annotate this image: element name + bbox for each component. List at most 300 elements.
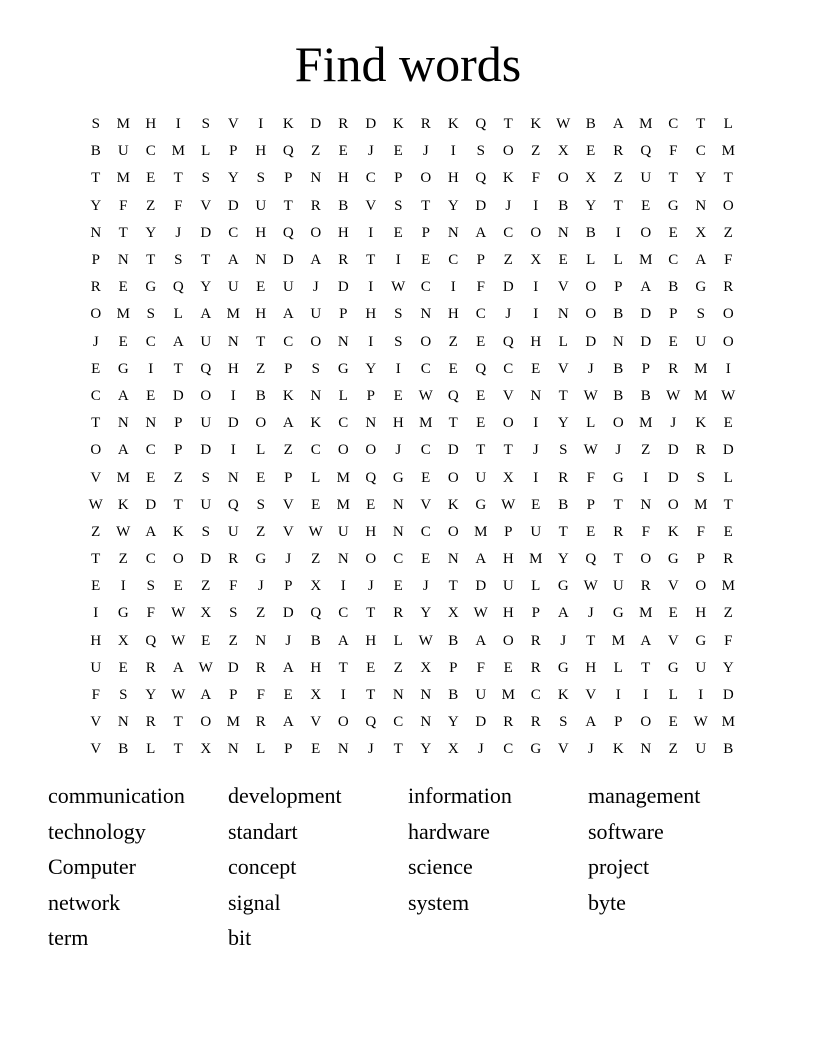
grid-cell[interactable]: M bbox=[721, 578, 735, 595]
grid-cell[interactable]: N bbox=[557, 224, 569, 241]
grid-cell[interactable]: V bbox=[557, 360, 569, 377]
grid-cell[interactable]: I bbox=[450, 143, 456, 160]
grid-cell[interactable]: Q bbox=[447, 387, 459, 404]
grid-cell[interactable]: H bbox=[392, 415, 404, 432]
grid-cell[interactable]: C bbox=[145, 143, 156, 160]
grid-cell[interactable]: I bbox=[368, 224, 374, 241]
grid-cell[interactable]: O bbox=[502, 143, 514, 160]
grid-cell[interactable]: F bbox=[641, 523, 650, 540]
grid-cell[interactable]: I bbox=[368, 333, 374, 350]
grid-cell[interactable]: U bbox=[200, 333, 212, 350]
grid-cell[interactable]: D bbox=[200, 224, 212, 241]
grid-cell[interactable]: G bbox=[530, 741, 542, 758]
grid-cell[interactable]: O bbox=[612, 415, 624, 432]
grid-cell[interactable]: L bbox=[586, 415, 596, 432]
grid-cell[interactable]: L bbox=[256, 741, 266, 758]
grid-cell[interactable]: J bbox=[422, 143, 429, 160]
grid-cell[interactable]: F bbox=[146, 605, 155, 622]
grid-cell[interactable]: D bbox=[365, 116, 377, 133]
grid-cell[interactable]: S bbox=[91, 116, 100, 133]
grid-cell[interactable]: Y bbox=[695, 170, 707, 187]
grid-cell[interactable]: A bbox=[695, 252, 707, 269]
grid-cell[interactable]: K bbox=[392, 116, 404, 133]
grid-cell[interactable]: O bbox=[722, 306, 734, 323]
grid-cell[interactable]: K bbox=[282, 116, 294, 133]
grid-cell[interactable]: J bbox=[615, 442, 622, 459]
grid-cell[interactable]: E bbox=[311, 496, 321, 513]
grid-cell[interactable]: J bbox=[670, 415, 677, 432]
grid-cell[interactable]: M bbox=[639, 116, 653, 133]
grid-cell[interactable]: T bbox=[256, 333, 266, 350]
grid-cell[interactable]: G bbox=[695, 632, 707, 649]
grid-cell[interactable]: I bbox=[120, 578, 126, 595]
grid-cell[interactable]: H bbox=[90, 632, 102, 649]
grid-cell[interactable]: R bbox=[723, 551, 734, 568]
grid-cell[interactable]: U bbox=[117, 143, 129, 160]
grid-cell[interactable]: T bbox=[613, 197, 623, 214]
grid-cell[interactable]: X bbox=[420, 659, 432, 676]
grid-cell[interactable]: P bbox=[641, 360, 650, 377]
grid-cell[interactable]: H bbox=[337, 224, 349, 241]
grid-cell[interactable]: C bbox=[503, 741, 514, 758]
grid-cell[interactable]: T bbox=[366, 605, 376, 622]
grid-cell[interactable]: C bbox=[668, 116, 679, 133]
grid-cell[interactable]: T bbox=[91, 415, 101, 432]
grid-cell[interactable]: I bbox=[340, 578, 346, 595]
grid-cell[interactable]: M bbox=[336, 496, 350, 513]
grid-cell[interactable]: D bbox=[310, 116, 322, 133]
grid-cell[interactable]: E bbox=[476, 415, 486, 432]
grid-cell[interactable]: S bbox=[201, 523, 210, 540]
grid-cell[interactable]: Y bbox=[365, 360, 377, 377]
grid-cell[interactable]: B bbox=[255, 387, 266, 404]
grid-cell[interactable]: F bbox=[586, 469, 595, 486]
grid-cell[interactable]: Y bbox=[90, 197, 102, 214]
grid-cell[interactable]: K bbox=[667, 523, 679, 540]
grid-cell[interactable]: M bbox=[694, 360, 708, 377]
grid-cell[interactable]: O bbox=[255, 415, 267, 432]
grid-cell[interactable]: R bbox=[695, 442, 706, 459]
grid-cell[interactable]: O bbox=[337, 442, 349, 459]
grid-cell[interactable]: T bbox=[448, 415, 458, 432]
grid-cell[interactable]: T bbox=[558, 387, 568, 404]
grid-cell[interactable]: T bbox=[723, 496, 733, 513]
grid-cell[interactable]: H bbox=[227, 360, 239, 377]
grid-cell[interactable]: E bbox=[668, 605, 678, 622]
grid-cell[interactable]: C bbox=[695, 143, 706, 160]
grid-cell[interactable]: N bbox=[392, 523, 404, 540]
grid-cell[interactable]: E bbox=[201, 632, 211, 649]
grid-cell[interactable]: V bbox=[667, 578, 679, 595]
grid-cell[interactable]: W bbox=[171, 687, 186, 704]
grid-cell[interactable]: J bbox=[422, 578, 429, 595]
grid-cell[interactable]: Z bbox=[256, 360, 266, 377]
grid-cell[interactable]: P bbox=[91, 252, 100, 269]
grid-cell[interactable]: E bbox=[146, 469, 156, 486]
grid-cell[interactable]: P bbox=[284, 170, 293, 187]
grid-cell[interactable]: Y bbox=[447, 714, 459, 731]
grid-cell[interactable]: P bbox=[421, 224, 430, 241]
grid-cell[interactable]: H bbox=[255, 306, 267, 323]
grid-cell[interactable]: O bbox=[310, 224, 322, 241]
grid-cell[interactable]: U bbox=[227, 523, 239, 540]
grid-cell[interactable]: Z bbox=[173, 469, 183, 486]
grid-cell[interactable]: B bbox=[585, 224, 596, 241]
grid-cell[interactable]: B bbox=[640, 387, 651, 404]
grid-cell[interactable]: V bbox=[310, 714, 322, 731]
grid-cell[interactable]: T bbox=[146, 252, 156, 269]
grid-cell[interactable]: B bbox=[90, 143, 101, 160]
grid-cell[interactable]: F bbox=[476, 659, 485, 676]
grid-cell[interactable]: T bbox=[668, 170, 678, 187]
grid-cell[interactable]: J bbox=[175, 224, 182, 241]
grid-cell[interactable]: T bbox=[173, 741, 183, 758]
grid-cell[interactable]: Q bbox=[282, 143, 294, 160]
grid-cell[interactable]: Z bbox=[201, 578, 211, 595]
grid-cell[interactable]: B bbox=[448, 687, 459, 704]
grid-cell[interactable]: K bbox=[117, 496, 129, 513]
grid-cell[interactable]: O bbox=[640, 224, 652, 241]
grid-cell[interactable]: M bbox=[226, 306, 240, 323]
grid-cell[interactable]: O bbox=[502, 415, 514, 432]
grid-cell[interactable]: N bbox=[392, 687, 404, 704]
grid-cell[interactable]: Z bbox=[723, 605, 733, 622]
grid-cell[interactable]: Q bbox=[502, 333, 514, 350]
grid-cell[interactable]: T bbox=[173, 360, 183, 377]
grid-cell[interactable]: R bbox=[558, 469, 569, 486]
grid-cell[interactable]: I bbox=[698, 687, 704, 704]
grid-cell[interactable]: G bbox=[392, 469, 404, 486]
grid-cell[interactable]: B bbox=[668, 279, 679, 296]
grid-cell[interactable]: M bbox=[639, 605, 653, 622]
grid-cell[interactable]: N bbox=[557, 306, 569, 323]
grid-cell[interactable]: O bbox=[447, 523, 459, 540]
grid-cell[interactable]: W bbox=[171, 605, 186, 622]
grid-cell[interactable]: H bbox=[502, 551, 514, 568]
grid-cell[interactable]: T bbox=[118, 224, 128, 241]
grid-cell[interactable]: C bbox=[393, 551, 404, 568]
grid-cell[interactable]: C bbox=[503, 224, 514, 241]
grid-cell[interactable]: A bbox=[282, 714, 294, 731]
grid-cell[interactable]: E bbox=[668, 224, 678, 241]
grid-cell[interactable]: L bbox=[723, 469, 733, 486]
grid-cell[interactable]: I bbox=[533, 469, 539, 486]
grid-cell[interactable]: Z bbox=[228, 632, 238, 649]
grid-cell[interactable]: G bbox=[667, 551, 679, 568]
grid-cell[interactable]: P bbox=[394, 170, 403, 187]
grid-cell[interactable]: U bbox=[695, 741, 707, 758]
grid-cell[interactable]: Z bbox=[641, 442, 651, 459]
grid-cell[interactable]: V bbox=[420, 496, 432, 513]
grid-cell[interactable]: F bbox=[119, 197, 128, 214]
grid-cell[interactable]: Z bbox=[448, 333, 458, 350]
grid-cell[interactable]: G bbox=[695, 279, 707, 296]
grid-cell[interactable]: O bbox=[557, 170, 569, 187]
grid-cell[interactable]: Y bbox=[585, 197, 597, 214]
grid-cell[interactable]: T bbox=[558, 523, 568, 540]
grid-cell[interactable]: E bbox=[448, 360, 458, 377]
grid-cell[interactable]: T bbox=[201, 252, 211, 269]
grid-cell[interactable]: J bbox=[532, 442, 539, 459]
grid-cell[interactable]: B bbox=[338, 197, 349, 214]
grid-cell[interactable]: F bbox=[724, 632, 733, 649]
grid-cell[interactable]: P bbox=[284, 360, 293, 377]
grid-cell[interactable]: R bbox=[723, 279, 734, 296]
grid-cell[interactable]: I bbox=[93, 605, 99, 622]
grid-cell[interactable]: Z bbox=[256, 523, 266, 540]
grid-cell[interactable]: S bbox=[696, 306, 705, 323]
grid-cell[interactable]: G bbox=[612, 469, 624, 486]
grid-cell[interactable]: Z bbox=[723, 224, 733, 241]
grid-cell[interactable]: D bbox=[475, 197, 487, 214]
grid-cell[interactable]: E bbox=[256, 279, 266, 296]
grid-cell[interactable]: O bbox=[502, 632, 514, 649]
grid-cell[interactable]: S bbox=[201, 116, 210, 133]
grid-cell[interactable]: Z bbox=[503, 252, 513, 269]
grid-cell[interactable]: F bbox=[174, 197, 183, 214]
grid-cell[interactable]: S bbox=[311, 360, 320, 377]
grid-cell[interactable]: C bbox=[503, 360, 514, 377]
grid-cell[interactable]: N bbox=[117, 252, 129, 269]
grid-cell[interactable]: S bbox=[559, 442, 568, 459]
grid-cell[interactable]: W bbox=[418, 632, 433, 649]
grid-cell[interactable]: D bbox=[447, 442, 459, 459]
grid-cell[interactable]: K bbox=[502, 170, 514, 187]
grid-cell[interactable]: A bbox=[337, 632, 349, 649]
grid-cell[interactable]: E bbox=[146, 387, 156, 404]
grid-cell[interactable]: R bbox=[255, 714, 266, 731]
grid-cell[interactable]: X bbox=[200, 741, 212, 758]
grid-cell[interactable]: O bbox=[667, 496, 679, 513]
grid-cell[interactable]: J bbox=[505, 197, 512, 214]
grid-cell[interactable]: A bbox=[310, 252, 322, 269]
grid-cell[interactable]: D bbox=[722, 442, 734, 459]
grid-cell[interactable]: R bbox=[503, 714, 514, 731]
grid-cell[interactable]: M bbox=[226, 714, 240, 731]
grid-cell[interactable]: J bbox=[505, 306, 512, 323]
grid-cell[interactable]: X bbox=[310, 578, 322, 595]
grid-cell[interactable]: R bbox=[338, 116, 349, 133]
grid-cell[interactable]: P bbox=[366, 387, 375, 404]
grid-cell[interactable]: L bbox=[201, 143, 211, 160]
grid-cell[interactable]: N bbox=[117, 714, 129, 731]
grid-cell[interactable]: O bbox=[200, 387, 212, 404]
grid-cell[interactable]: U bbox=[640, 170, 652, 187]
grid-cell[interactable]: I bbox=[340, 687, 346, 704]
grid-cell[interactable]: E bbox=[421, 551, 431, 568]
grid-cell[interactable]: P bbox=[284, 469, 293, 486]
grid-cell[interactable]: T bbox=[393, 741, 403, 758]
grid-cell[interactable]: E bbox=[668, 714, 678, 731]
grid-cell[interactable]: E bbox=[173, 578, 183, 595]
grid-cell[interactable]: C bbox=[393, 714, 404, 731]
grid-cell[interactable]: I bbox=[643, 469, 649, 486]
grid-cell[interactable]: V bbox=[227, 116, 239, 133]
grid-cell[interactable]: S bbox=[229, 605, 238, 622]
grid-cell[interactable]: P bbox=[339, 306, 348, 323]
grid-cell[interactable]: S bbox=[119, 687, 128, 704]
grid-cell[interactable]: M bbox=[721, 714, 735, 731]
grid-cell[interactable]: E bbox=[118, 333, 128, 350]
grid-cell[interactable]: S bbox=[201, 469, 210, 486]
grid-cell[interactable]: Q bbox=[365, 714, 377, 731]
grid-cell[interactable]: P bbox=[449, 659, 458, 676]
grid-cell[interactable]: B bbox=[558, 496, 569, 513]
grid-cell[interactable]: S bbox=[394, 306, 403, 323]
grid-cell[interactable]: O bbox=[530, 224, 542, 241]
grid-cell[interactable]: R bbox=[310, 197, 321, 214]
grid-cell[interactable]: P bbox=[531, 605, 540, 622]
grid-cell[interactable]: C bbox=[283, 333, 294, 350]
grid-cell[interactable]: T bbox=[366, 252, 376, 269]
grid-cell[interactable]: O bbox=[365, 442, 377, 459]
grid-cell[interactable]: P bbox=[284, 741, 293, 758]
grid-cell[interactable]: S bbox=[146, 578, 155, 595]
grid-cell[interactable]: U bbox=[530, 523, 542, 540]
grid-cell[interactable]: C bbox=[145, 333, 156, 350]
grid-cell[interactable]: O bbox=[722, 197, 734, 214]
grid-cell[interactable]: E bbox=[503, 659, 513, 676]
grid-cell[interactable]: D bbox=[722, 687, 734, 704]
grid-cell[interactable]: I bbox=[395, 252, 401, 269]
grid-cell[interactable]: P bbox=[614, 714, 623, 731]
grid-cell[interactable]: R bbox=[393, 605, 404, 622]
grid-cell[interactable]: C bbox=[420, 442, 431, 459]
grid-cell[interactable]: W bbox=[583, 387, 598, 404]
grid-cell[interactable]: P bbox=[614, 279, 623, 296]
grid-cell[interactable]: Q bbox=[475, 170, 487, 187]
grid-cell[interactable]: J bbox=[367, 578, 374, 595]
grid-cell[interactable]: Y bbox=[557, 551, 569, 568]
grid-cell[interactable]: T bbox=[476, 442, 486, 459]
grid-cell[interactable]: Q bbox=[172, 279, 184, 296]
grid-cell[interactable]: Y bbox=[557, 415, 569, 432]
grid-cell[interactable]: N bbox=[310, 387, 322, 404]
grid-cell[interactable]: B bbox=[310, 632, 321, 649]
grid-cell[interactable]: X bbox=[585, 170, 597, 187]
grid-cell[interactable]: D bbox=[282, 252, 294, 269]
grid-cell[interactable]: F bbox=[476, 279, 485, 296]
grid-cell[interactable]: W bbox=[88, 496, 103, 513]
grid-cell[interactable]: W bbox=[198, 659, 213, 676]
grid-cell[interactable]: O bbox=[640, 551, 652, 568]
grid-cell[interactable]: G bbox=[667, 197, 679, 214]
grid-cell[interactable]: P bbox=[586, 496, 595, 513]
grid-cell[interactable]: S bbox=[696, 469, 705, 486]
grid-cell[interactable]: W bbox=[693, 714, 708, 731]
grid-cell[interactable]: B bbox=[558, 197, 569, 214]
grid-cell[interactable]: L bbox=[393, 632, 403, 649]
grid-cell[interactable]: E bbox=[311, 741, 321, 758]
grid-cell[interactable]: E bbox=[393, 143, 403, 160]
grid-cell[interactable]: C bbox=[420, 523, 431, 540]
grid-cell[interactable]: B bbox=[613, 360, 624, 377]
grid-cell[interactable]: U bbox=[282, 279, 294, 296]
grid-cell[interactable]: T bbox=[173, 170, 183, 187]
grid-cell[interactable]: G bbox=[667, 659, 679, 676]
grid-cell[interactable]: H bbox=[502, 605, 514, 622]
grid-cell[interactable]: G bbox=[255, 551, 267, 568]
grid-cell[interactable]: W bbox=[116, 523, 131, 540]
grid-cell[interactable]: C bbox=[338, 415, 349, 432]
grid-cell[interactable]: Q bbox=[310, 605, 322, 622]
grid-cell[interactable]: X bbox=[117, 632, 129, 649]
grid-cell[interactable]: U bbox=[337, 523, 349, 540]
grid-cell[interactable]: E bbox=[558, 252, 568, 269]
grid-cell[interactable]: T bbox=[723, 170, 733, 187]
grid-cell[interactable]: E bbox=[393, 387, 403, 404]
grid-cell[interactable]: M bbox=[529, 551, 543, 568]
grid-cell[interactable]: I bbox=[258, 116, 264, 133]
grid-cell[interactable]: R bbox=[613, 143, 624, 160]
grid-cell[interactable]: S bbox=[256, 496, 265, 513]
grid-cell[interactable]: M bbox=[116, 116, 130, 133]
grid-cell[interactable]: R bbox=[530, 632, 541, 649]
grid-cell[interactable]: D bbox=[227, 415, 239, 432]
grid-cell[interactable]: J bbox=[395, 442, 402, 459]
grid-cell[interactable]: L bbox=[668, 687, 678, 704]
grid-cell[interactable]: E bbox=[586, 143, 596, 160]
grid-cell[interactable]: E bbox=[393, 578, 403, 595]
grid-cell[interactable]: V bbox=[365, 197, 377, 214]
grid-cell[interactable]: A bbox=[612, 116, 624, 133]
grid-cell[interactable]: A bbox=[145, 523, 157, 540]
grid-cell[interactable]: W bbox=[473, 605, 488, 622]
grid-cell[interactable]: R bbox=[90, 279, 101, 296]
grid-cell[interactable]: P bbox=[669, 306, 678, 323]
grid-cell[interactable]: D bbox=[667, 442, 679, 459]
grid-cell[interactable]: D bbox=[200, 551, 212, 568]
grid-cell[interactable]: H bbox=[585, 659, 597, 676]
grid-cell[interactable]: N bbox=[145, 415, 157, 432]
grid-cell[interactable]: X bbox=[695, 224, 707, 241]
grid-cell[interactable]: R bbox=[145, 714, 156, 731]
grid-cell[interactable]: B bbox=[613, 306, 624, 323]
grid-cell[interactable]: T bbox=[366, 687, 376, 704]
grid-cell[interactable]: E bbox=[476, 333, 486, 350]
grid-cell[interactable]: O bbox=[90, 442, 102, 459]
grid-cell[interactable]: T bbox=[421, 197, 431, 214]
grid-cell[interactable]: Z bbox=[613, 170, 623, 187]
grid-cell[interactable]: I bbox=[533, 279, 539, 296]
grid-cell[interactable]: L bbox=[558, 333, 568, 350]
grid-cell[interactable]: N bbox=[255, 252, 267, 269]
grid-cell[interactable]: N bbox=[227, 469, 239, 486]
grid-cell[interactable]: V bbox=[200, 197, 212, 214]
grid-cell[interactable]: B bbox=[585, 116, 596, 133]
grid-cell[interactable]: U bbox=[695, 659, 707, 676]
grid-cell[interactable]: B bbox=[448, 632, 459, 649]
grid-cell[interactable]: I bbox=[395, 360, 401, 377]
grid-cell[interactable]: N bbox=[255, 632, 267, 649]
grid-cell[interactable]: C bbox=[338, 605, 349, 622]
grid-cell[interactable]: I bbox=[615, 224, 621, 241]
grid-cell[interactable]: A bbox=[585, 714, 597, 731]
grid-cell[interactable]: U bbox=[227, 279, 239, 296]
grid-cell[interactable]: D bbox=[145, 496, 157, 513]
grid-cell[interactable]: Q bbox=[227, 496, 239, 513]
grid-cell[interactable]: J bbox=[367, 143, 374, 160]
grid-cell[interactable]: Y bbox=[200, 279, 212, 296]
grid-cell[interactable]: N bbox=[420, 714, 432, 731]
grid-cell[interactable]: S bbox=[559, 714, 568, 731]
grid-cell[interactable]: W bbox=[391, 279, 406, 296]
grid-cell[interactable]: K bbox=[530, 116, 542, 133]
grid-cell[interactable]: M bbox=[116, 170, 130, 187]
grid-cell[interactable]: M bbox=[171, 143, 185, 160]
grid-cell[interactable]: U bbox=[502, 578, 514, 595]
grid-cell[interactable]: L bbox=[613, 659, 623, 676]
